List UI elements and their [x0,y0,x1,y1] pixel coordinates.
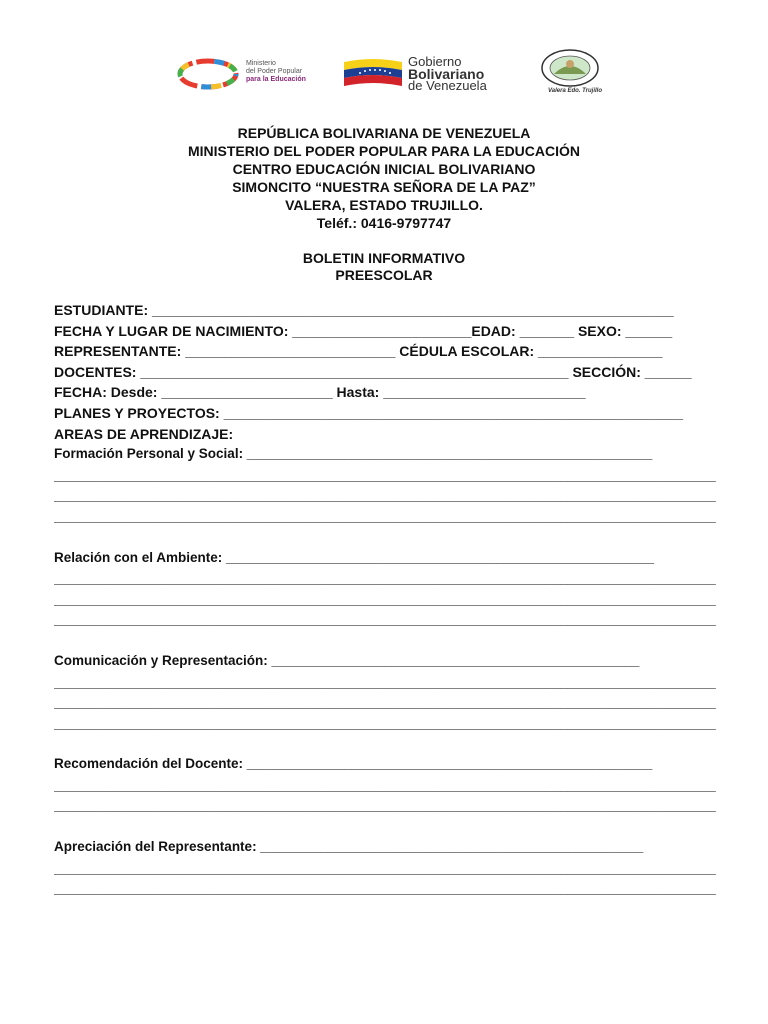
field-planes[interactable]: PLANES Y PROYECTOS: ___________________________________________________________ [54,404,683,421]
field-areas-label: AREAS DE APRENDIZAJE: [54,425,234,442]
field-nacimiento[interactable]: FECHA Y LUGAR DE NACIMIENTO: _______________________EDAD: _______ SEXO: ______ [54,322,673,339]
section-recomendacion[interactable]: Recomendación del Docente: ______________________________________________________ [54,756,653,772]
field-docentes[interactable]: DOCENTES: _______________________________________________________ SECCIÓN: ______ [54,363,692,380]
title-line-1: BOLETIN INFORMATIVO [302,250,466,266]
blank-line[interactable]: _____________________________________________________________________________________ [54,714,716,731]
section-comunicacion[interactable]: Comunicación y Representación: _________________________________________________ [54,652,640,668]
blank-line[interactable]: _____________________________________________________________________________________ [54,797,716,814]
header-line-1: REPÚBLICA BOLIVARIANA DE VENEZUELA [237,125,531,141]
document-title [0,250,768,284]
blank-line[interactable]: _____________________________________________________________________________________ [54,487,716,504]
header-line-5: VALERA, ESTADO TRUJILLO. [285,197,483,213]
ministerio-logo [176,58,336,94]
field-representante[interactable]: REPRESENTANTE: ___________________________ CÉDULA ESCOLAR: ________________ [54,343,663,360]
header-logos [170,48,610,98]
bulletin-form [54,300,734,899]
blank-line[interactable]: _____________________________________________________________________________________ [54,590,716,607]
section-apreciacion[interactable]: Apreciación del Representante: ___________________________________________________ [54,839,644,855]
simoncito-seal-icon [540,48,600,88]
field-fecha[interactable]: FECHA: Desde: ______________________ Hasta: __________________________ [54,384,586,401]
blank-line[interactable]: _____________________________________________________________________________________ [54,611,716,628]
title-line-2: PREESCOLAR [335,267,433,283]
section-ambiente[interactable]: Relación con el Ambiente: _________________________________________________________ [54,549,654,565]
header-line-6: Teléf.: 0416-9797747 [316,215,452,231]
gobierno-text: Gobierno Bolivariano de Venezuela [408,54,487,93]
blank-line[interactable]: _____________________________________________________________________________________ [54,673,716,690]
institution-header [0,124,768,232]
blank-line[interactable]: _____________________________________________________________________________________ [54,466,716,483]
header-line-4: SIMONCITO “NUESTRA SEÑORA DE LA PAZ” [232,179,536,195]
section-formacion[interactable]: Formación Personal y Social: ______________________________________________________ [54,446,653,462]
ministerio-text: Ministerio del Poder Popular para la Educación [246,60,306,83]
header-line-3: CENTRO EDUCACIÓN INICIAL BOLIVARIANO [232,161,536,177]
blank-line[interactable]: _____________________________________________________________________________________ [54,570,716,587]
blank-line[interactable]: _____________________________________________________________________________________ [54,776,716,793]
ministerio-ring-icon [176,58,240,90]
gobierno-logo [342,54,538,96]
blank-line[interactable]: _____________________________________________________________________________________ [54,859,716,876]
seal-caption: Valera Edo. Trujillo [548,88,603,94]
blank-line[interactable]: _____________________________________________________________________________________ [54,880,716,897]
field-estudiante[interactable]: ESTUDIANTE: ___________________________________________________________________ [54,302,674,318]
blank-line[interactable]: _____________________________________________________________________________________ [54,694,716,711]
venezuela-flag-icon [342,58,404,90]
simoncito-seal-logo [532,48,612,100]
blank-line[interactable]: _____________________________________________________________________________________ [54,507,716,524]
header-line-2: MINISTERIO DEL PODER POPULAR PARA LA EDUCACIÓN [187,143,581,159]
